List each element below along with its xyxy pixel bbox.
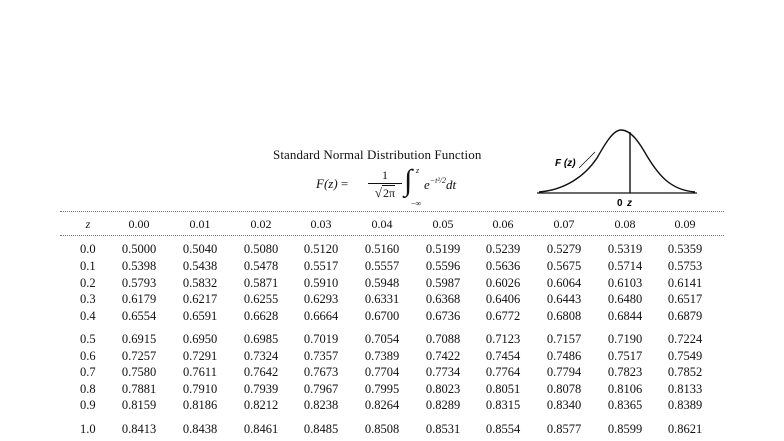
- table-cell: 0.5793: [121, 276, 157, 290]
- z-value: 0.6: [80, 349, 96, 363]
- column-header: 0.04: [371, 217, 393, 231]
- table-cell: 0.7291: [182, 349, 218, 363]
- table-cell: 0.8212: [243, 398, 279, 412]
- table-row: [0, 331, 784, 347]
- formula-numerator: 1: [382, 168, 388, 182]
- table-cell: 0.5000: [121, 242, 157, 256]
- table-cell: 0.7054: [364, 332, 400, 346]
- table-cell: 0.7324: [243, 349, 279, 363]
- table-cell: 0.7088: [425, 332, 461, 346]
- integrand-exponent: −t²/2: [429, 176, 447, 185]
- table-cell: 0.6103: [607, 276, 643, 290]
- table-cell: 0.7580: [121, 365, 157, 379]
- table-cell: 0.7939: [243, 382, 279, 396]
- integrand-differential: dt: [446, 177, 457, 192]
- table-cell: 0.7734: [425, 365, 461, 379]
- table-cell: 0.6628: [243, 309, 279, 323]
- z-column-header: z: [85, 217, 91, 231]
- table-row: [0, 258, 784, 274]
- table-cell: 0.5910: [303, 276, 339, 290]
- table-cell: 0.7881: [121, 382, 157, 396]
- formula-denominator: [368, 186, 402, 200]
- table-cell: 0.5319: [607, 242, 643, 256]
- table-cell: 0.5557: [364, 259, 400, 273]
- table-cell: 0.8264: [364, 398, 400, 412]
- table-cell: 0.5160: [364, 242, 400, 256]
- z-value: 0.7: [80, 365, 96, 379]
- table-cell: 0.5239: [485, 242, 521, 256]
- table-cell: 0.5517: [303, 259, 339, 273]
- table-cell: 0.7389: [364, 349, 400, 363]
- table-cell: 0.7157: [546, 332, 582, 346]
- table-cell: 0.8577: [546, 422, 582, 436]
- normal-curve-figure: [535, 124, 699, 208]
- table-cell: 0.8508: [364, 422, 400, 436]
- table-cell: 0.6879: [667, 309, 703, 323]
- table-cell: 0.5987: [425, 276, 461, 290]
- table-cell: 0.5596: [425, 259, 461, 273]
- table-cell: 0.8621: [667, 422, 703, 436]
- table-cell: 0.7123: [485, 332, 521, 346]
- table-cell: 0.8186: [182, 398, 218, 412]
- sqrt-radicand: 2π: [383, 186, 396, 200]
- table-cell: 0.5675: [546, 259, 582, 273]
- axis-label-zero: 0: [617, 198, 623, 208]
- table-cell: 0.5398: [121, 259, 157, 273]
- axis-label-z: z: [627, 198, 632, 208]
- integral-sign: ∫: [404, 164, 413, 197]
- table-cell: 0.6443: [546, 292, 582, 306]
- table-cell: 0.7611: [183, 365, 217, 379]
- table-cell: 0.5438: [182, 259, 218, 273]
- table-row: [0, 421, 784, 437]
- table-cell: 0.6844: [607, 309, 643, 323]
- column-header: 0.00: [128, 217, 150, 231]
- column-header: 0.07: [553, 217, 575, 231]
- table-cell: 0.8340: [546, 398, 582, 412]
- table-row: [0, 348, 784, 364]
- table-title: Standard Normal Distribution Function: [273, 147, 482, 162]
- table-cell: 0.5120: [303, 242, 339, 256]
- table-cell: 0.6255: [243, 292, 279, 306]
- table-cell: 0.5871: [243, 276, 279, 290]
- column-header: 0.05: [432, 217, 454, 231]
- table-cell: 0.7642: [243, 365, 279, 379]
- table-cell: 0.6915: [121, 332, 157, 346]
- table-top-rule: [60, 211, 724, 212]
- table-row: [0, 275, 784, 291]
- column-header: 0.01: [189, 217, 211, 231]
- table-cell: 0.8461: [243, 422, 279, 436]
- table-cell: 0.7673: [303, 365, 339, 379]
- table-cell: 0.6406: [485, 292, 521, 306]
- table-cell: 0.6480: [607, 292, 643, 306]
- table-cell: 0.8485: [303, 422, 339, 436]
- table-cell: 0.5832: [182, 276, 218, 290]
- table-cell: 0.5199: [425, 242, 461, 256]
- table-cell: 0.6985: [243, 332, 279, 346]
- table-row: [0, 397, 784, 413]
- formula-fz: F(z): [316, 176, 338, 191]
- table-row: [0, 308, 784, 324]
- table-cell: 0.8554: [485, 422, 521, 436]
- label-leader-line: [579, 152, 595, 168]
- z-value: 0.2: [80, 276, 96, 290]
- table-cell: 0.7517: [607, 349, 643, 363]
- table-cell: 0.6517: [667, 292, 703, 306]
- table-cell: 0.8106: [607, 382, 643, 396]
- integrand-base: e: [424, 177, 430, 192]
- integral-lower-limit: −∞: [411, 199, 422, 208]
- z-value: 0.1: [80, 259, 96, 273]
- table-cell: 0.8133: [667, 382, 703, 396]
- table-cell: 0.7704: [364, 365, 400, 379]
- table-cell: 0.5040: [182, 242, 218, 256]
- table-cell: 0.6950: [182, 332, 218, 346]
- table-cell: 0.7190: [607, 332, 643, 346]
- sqrt-symbol: √: [374, 185, 383, 200]
- formula-equals: =: [340, 176, 349, 191]
- table-cell: 0.8315: [485, 398, 521, 412]
- table-header-rule: [60, 235, 724, 236]
- table-cell: 0.6368: [425, 292, 461, 306]
- table-cell: 0.8023: [425, 382, 461, 396]
- table-cell: 0.5714: [607, 259, 643, 273]
- table-cell: 0.7454: [485, 349, 521, 363]
- table-cell: 0.7764: [485, 365, 521, 379]
- table-row: [0, 381, 784, 397]
- table-cell: 0.6591: [182, 309, 218, 323]
- table-cell: 0.6331: [364, 292, 400, 306]
- column-header: 0.06: [492, 217, 514, 231]
- fraction-bar: [368, 183, 402, 184]
- table-cell: 0.8051: [485, 382, 521, 396]
- table-row: [0, 364, 784, 380]
- table-cell: 0.5279: [546, 242, 582, 256]
- table-cell: 0.6700: [364, 309, 400, 323]
- table-cell: 0.7967: [303, 382, 339, 396]
- column-header: 0.03: [310, 217, 332, 231]
- table-cell: 0.8078: [546, 382, 582, 396]
- table-cell: 0.5359: [667, 242, 703, 256]
- table-row: [0, 291, 784, 307]
- table-cell: 0.5753: [667, 259, 703, 273]
- table-cell: 0.8159: [121, 398, 157, 412]
- table-cell: 0.7852: [667, 365, 703, 379]
- table-cell: 0.6293: [303, 292, 339, 306]
- column-header: 0.09: [674, 217, 696, 231]
- table-cell: 0.8413: [121, 422, 157, 436]
- column-header: 0.08: [614, 217, 636, 231]
- table-cell: 0.8238: [303, 398, 339, 412]
- formula-lhs: [316, 176, 348, 192]
- table-cell: 0.8289: [425, 398, 461, 412]
- z-value: 0.4: [80, 309, 96, 323]
- integrand: [424, 176, 456, 193]
- table-cell: 0.6217: [182, 292, 218, 306]
- table-cell: 0.6808: [546, 309, 582, 323]
- table-cell: 0.5948: [364, 276, 400, 290]
- curve-label-fz: F (z): [555, 158, 576, 169]
- table-cell: 0.7224: [667, 332, 703, 346]
- table-cell: 0.5478: [243, 259, 279, 273]
- table-cell: 0.8389: [667, 398, 703, 412]
- table-cell: 0.6554: [121, 309, 157, 323]
- table-cell: 0.6141: [667, 276, 703, 290]
- table-cell: 0.7486: [546, 349, 582, 363]
- table-cell: 0.7257: [121, 349, 157, 363]
- table-cell: 0.6772: [485, 309, 521, 323]
- table-cell: 0.7019: [303, 332, 339, 346]
- table-cell: 0.7549: [667, 349, 703, 363]
- z-value: 0.3: [80, 292, 96, 306]
- table-cell: 0.7910: [182, 382, 218, 396]
- z-value: 0.9: [80, 398, 96, 412]
- integral-upper-limit: z: [416, 166, 420, 175]
- table-row: [0, 241, 784, 257]
- z-value: 0.8: [80, 382, 96, 396]
- z-value: 1.0: [80, 422, 96, 436]
- table-cell: 0.7823: [607, 365, 643, 379]
- table-cell: 0.6664: [303, 309, 339, 323]
- z-value: 0.0: [80, 242, 96, 256]
- table-cell: 0.6026: [485, 276, 521, 290]
- table-cell: 0.8365: [607, 398, 643, 412]
- table-cell: 0.5080: [243, 242, 279, 256]
- table-cell: 0.8438: [182, 422, 218, 436]
- table-cell: 0.6736: [425, 309, 461, 323]
- table-cell: 0.8599: [607, 422, 643, 436]
- table-cell: 0.5636: [485, 259, 521, 273]
- cdf-formula: [316, 166, 516, 210]
- formula-fraction: [368, 169, 402, 200]
- table-cell: 0.7995: [364, 382, 400, 396]
- table-cell: 0.6064: [546, 276, 582, 290]
- table-cell: 0.6179: [121, 292, 157, 306]
- table-cell: 0.7794: [546, 365, 582, 379]
- column-header: 0.02: [250, 217, 272, 231]
- table-cell: 0.7357: [303, 349, 339, 363]
- table-cell: 0.8531: [425, 422, 461, 436]
- z-value: 0.5: [80, 332, 96, 346]
- table-cell: 0.7422: [425, 349, 461, 363]
